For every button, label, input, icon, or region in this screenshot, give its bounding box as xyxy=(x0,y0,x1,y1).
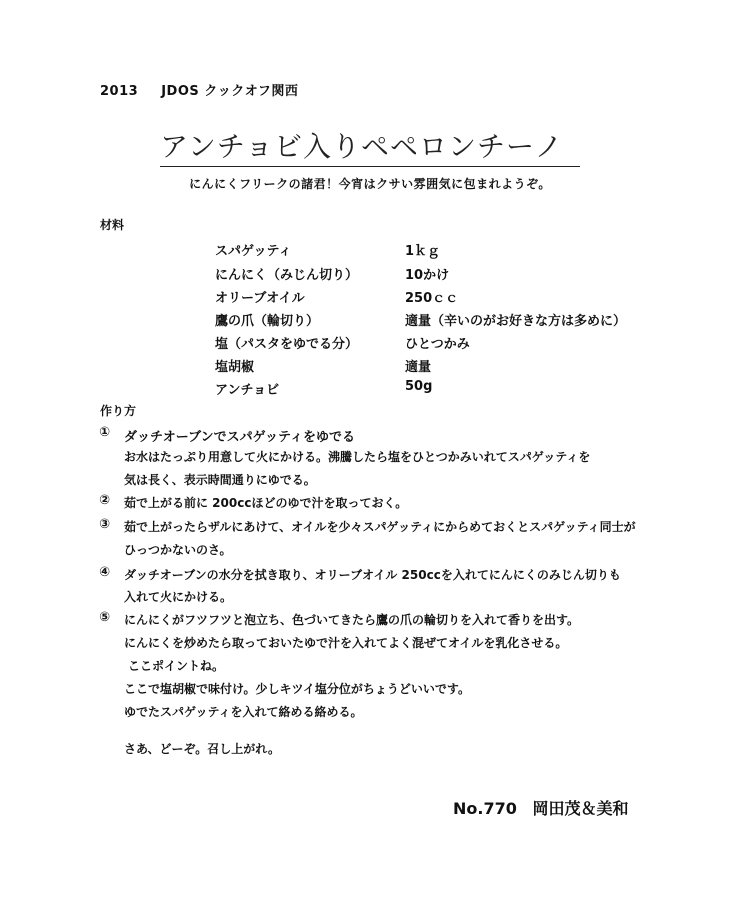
step-line: 気は長く、表示時間通りにゆでる。 xyxy=(124,473,316,487)
step-line: にんにくがフツフツと泡立ち、色づいてきたら鷹の爪の輪切りを入れて香りを出す。 xyxy=(124,613,580,627)
ingredient-row xyxy=(215,287,665,309)
ingredient-name: 塩（パスタをゆでる分） xyxy=(215,337,359,352)
ingredient-row xyxy=(215,310,665,332)
recipe-subtitle: にんにくフリークの諸君！今宵はクサい雰囲気に包まれようぞ。 xyxy=(189,177,551,191)
ingredient-amount: 10かけ xyxy=(405,268,450,283)
step-line: ダッチオーブンの水分を拭き取り、オリーブオイル 250ccを入れてにんにくのみじん切りも xyxy=(124,568,621,582)
step-line: ひっつかないのさ。 xyxy=(124,543,232,557)
ingredient-amount: 50g xyxy=(405,379,433,394)
document-header xyxy=(100,80,316,99)
author-names: 岡田茂＆美和 xyxy=(532,799,629,818)
step-line: ダッチオーブンでスパゲッティをゆでる xyxy=(124,430,356,445)
entry-number: No.770 xyxy=(453,799,517,818)
ingredient-amount: 適量（辛いのがお好きな方は多めに） xyxy=(405,314,627,329)
recipe-title: アンチョビ入りペペロンチーノ xyxy=(160,130,580,167)
ingredient-amount: ひとつかみ xyxy=(405,337,470,352)
step-number: ③ xyxy=(99,517,111,532)
ingredient-name: 塩胡椒 xyxy=(215,360,255,375)
header-event: JDOS クックオフ関西 xyxy=(161,84,299,99)
step-line: 茹で上がる前に 200ccほどのゆで汁を取っておく。 xyxy=(124,496,408,510)
step-line: お水はたっぷり用意して火にかける。沸騰したら塩をひとつかみいれてスパゲッティを xyxy=(124,450,591,464)
ingredient-name: アンチョビ xyxy=(215,383,280,398)
step-number: ⑤ xyxy=(99,610,111,625)
ingredient-amount: 適量 xyxy=(405,360,432,375)
ingredient-name: オリーブオイル xyxy=(215,291,305,306)
step-line: ここポイントね。 xyxy=(128,659,225,673)
step-number: ④ xyxy=(99,565,111,580)
ingredient-row xyxy=(215,333,665,355)
signature xyxy=(453,796,638,819)
step-line: にんにくを炒めたら取っておいたゆで汁を入れてよく混ぜてオイルを乳化させる。 xyxy=(124,636,568,650)
ingredient-row xyxy=(215,379,665,401)
ingredient-name: 鷹の爪（輪切り） xyxy=(215,314,320,329)
step-number: ② xyxy=(99,493,111,508)
ingredient-amount: 1ｋｇ xyxy=(405,244,441,259)
ingredient-row xyxy=(215,356,665,378)
ingredients-label: 材料 xyxy=(100,218,125,232)
step-line: ゆでたスパゲッティを入れて絡める絡める。 xyxy=(124,705,363,719)
step-line: ここで塩胡椒で味付け。少しキツイ塩分位がちょうどいいです。 xyxy=(124,682,470,696)
ingredient-row xyxy=(215,264,665,286)
ingredient-amount: 250ｃｃ xyxy=(405,291,459,306)
header-year: 2013 xyxy=(100,84,139,99)
step-number: ① xyxy=(99,425,111,440)
closing-message: さあ、どーぞ。召し上がれ。 xyxy=(124,742,281,756)
step-line: 茹で上がったらザルにあけて、オイルを少々スパゲッティにからめておくとスパゲッティ同士が xyxy=(124,520,636,534)
method-label: 作り方 xyxy=(100,404,137,418)
ingredient-name: スパゲッティ xyxy=(215,244,292,259)
step-line: 入れて火にかける。 xyxy=(124,590,233,604)
ingredient-name: にんにく（みじん切り） xyxy=(215,268,359,283)
ingredient-row xyxy=(215,240,665,262)
